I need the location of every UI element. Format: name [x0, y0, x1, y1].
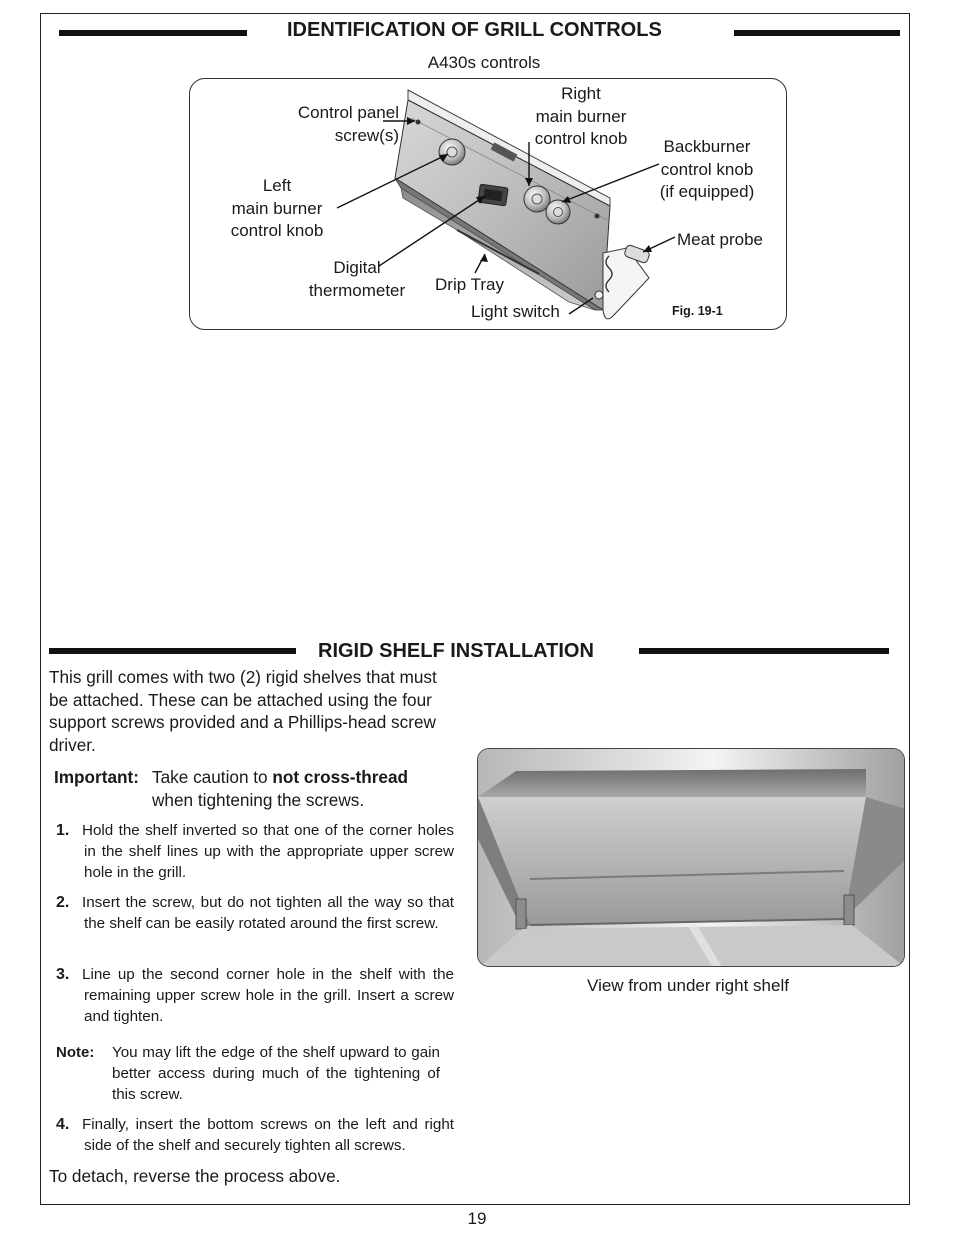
section2-title: RIGID SHELF INSTALLATION [318, 640, 594, 662]
step-text: Hold the shelf inverted so that one of the corner holes in the shelf lines up with the appropriate upper screw hole in the grill. [82, 822, 454, 881]
step-3 [56, 965, 454, 1027]
label-line: control knob [534, 129, 628, 148]
important-note [54, 766, 454, 811]
note-label: Note: [56, 1044, 95, 1061]
section2-rule-right [639, 648, 889, 654]
label-line: Control panel [297, 103, 399, 122]
step-number: 4. [56, 1116, 70, 1133]
outro-text: To detach, reverse the process above. [49, 1166, 341, 1186]
label-line: thermometer [308, 280, 406, 300]
figure-label: Fig. 19-1 [672, 304, 723, 318]
page-number: 19 [467, 1209, 487, 1228]
step-number: 3. [56, 966, 70, 983]
label-line: (if equipped) [659, 182, 755, 201]
important-bold: not cross-thread [272, 767, 409, 787]
label-light-switch: Light switch [471, 302, 560, 321]
label-left-main-burner [211, 175, 343, 243]
step-4 [56, 1115, 454, 1157]
label-meat-probe: Meat probe [677, 230, 763, 249]
step-text: Insert the screw, but do not tighten all the way so that the shelf can be easily rotated around the first screw. [82, 894, 454, 932]
label-right-main-burner [515, 83, 647, 151]
label-backburner [641, 136, 773, 204]
note [56, 1043, 440, 1105]
label-line: control knob [230, 221, 324, 240]
photo-caption: View from under right shelf [587, 976, 789, 995]
shelf-underside-photo [477, 748, 905, 967]
label-line: Left [262, 176, 292, 195]
important-text-before: Take caution to [152, 767, 268, 787]
step-2 [56, 893, 454, 935]
label-control-panel-screws [249, 102, 399, 147]
label-line: control knob [660, 159, 754, 179]
label-digital-thermometer [297, 257, 417, 302]
step-text: Finally, insert the bottom screws on the left and right side of the shelf and securely tighten all screws. [82, 1116, 454, 1154]
step-number: 2. [56, 894, 70, 911]
label-line: main burner [231, 198, 323, 218]
label-line: screw(s) [334, 125, 399, 145]
label-line: main burner [535, 106, 627, 126]
label-line: Right [561, 84, 601, 103]
diagram-subtitle: A430s controls [427, 53, 541, 72]
section2-rule-left [49, 648, 296, 654]
section1-rule-left [59, 30, 247, 36]
important-label: Important: [54, 767, 139, 787]
note-text: You may lift the edge of the shelf upward to gain better access during much of the tightening of this screw. [112, 1044, 440, 1103]
section1-rule-right [734, 30, 900, 36]
label-drip-tray: Drip Tray [435, 275, 504, 294]
label-line: Backburner [663, 137, 751, 156]
important-text-after: when tightening the screws. [152, 789, 365, 810]
shelf-photo-drawing [478, 749, 905, 967]
step-text: Line up the second corner hole in the shelf with the remaining upper screw hole in the grill. Insert a screw and tighten. [82, 966, 454, 1025]
section1-title: IDENTIFICATION OF GRILL CONTROLS [287, 19, 662, 41]
step-number: 1. [56, 822, 70, 839]
label-line: Digital [333, 258, 381, 277]
intro-paragraph: This grill comes with two (2) rigid shelves that must be attached. These can be attached using the four support screws provided and a Phillips-head screw driver. [49, 667, 437, 755]
step-1 [56, 821, 454, 883]
